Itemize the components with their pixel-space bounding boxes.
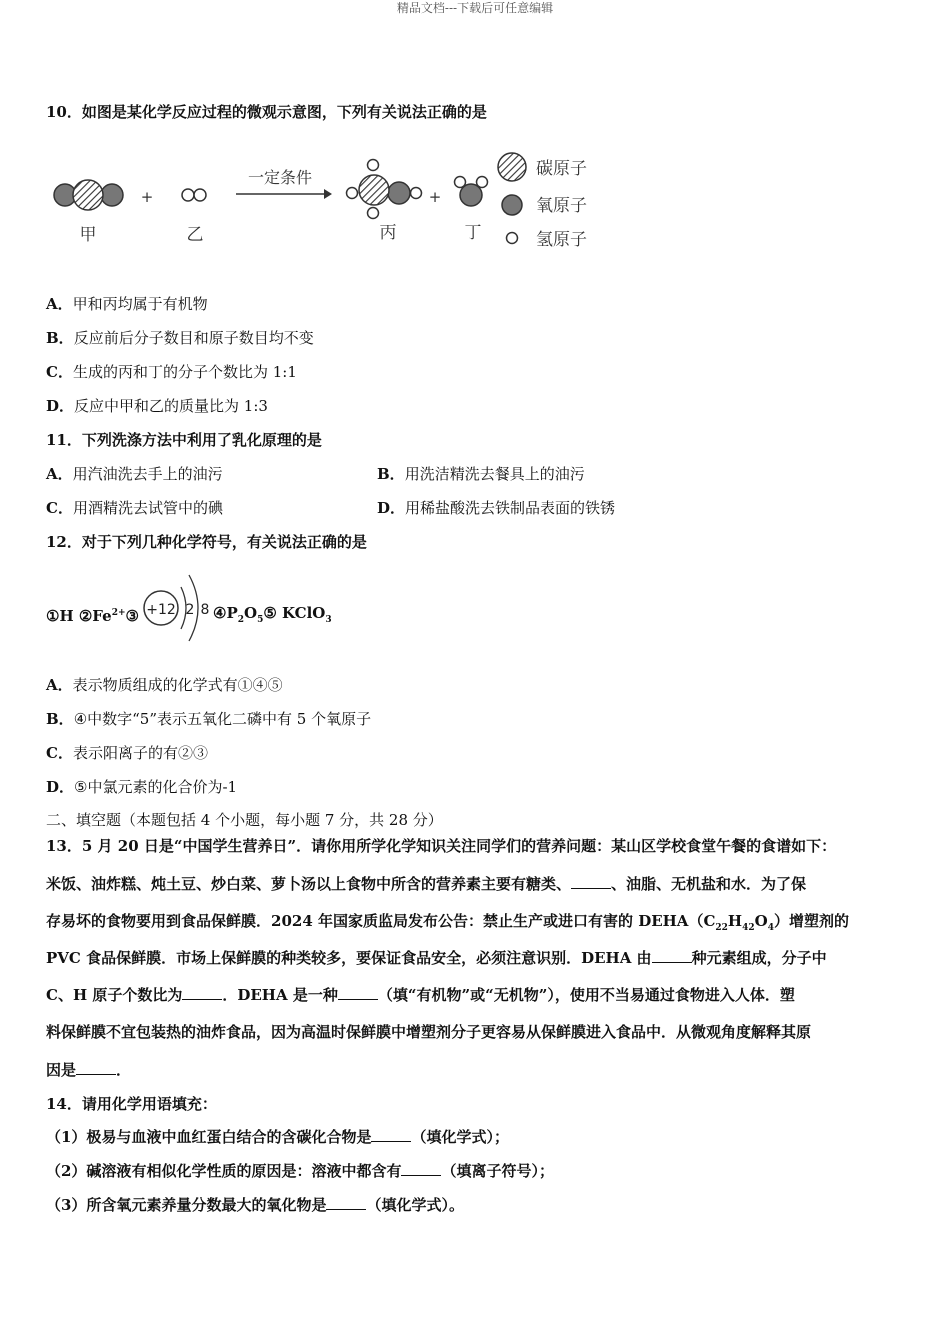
q14-blank-1[interactable] bbox=[371, 1127, 411, 1142]
electron-shell-2: 8 bbox=[200, 602, 210, 618]
q12-option-c: C．表示阳离子的有②③ bbox=[46, 744, 208, 762]
reaction-arrow bbox=[236, 189, 332, 199]
q12-option-b: B．④中数字“5”表示五氧化二磷中有 5 个氧原子 bbox=[46, 710, 372, 728]
label-d: 丁 bbox=[464, 223, 482, 243]
q13-line-2: 米饭、油炸糕、炖土豆、炒白菜、萝卜汤以上食物中所含的营养素主要有糖类、 、油脂、无机盐和水．为了保 bbox=[46, 875, 807, 893]
legend-oxygen-icon bbox=[502, 195, 522, 215]
q12-symbols-right: $④P_2O_5⑤$ KClO$_3$ bbox=[213, 604, 332, 625]
q11-option-a: A．用汽油洗去手上的油污 bbox=[46, 465, 223, 483]
q11-option-c: C．用酒精洗去试管中的碘 bbox=[46, 499, 223, 517]
q12-symbols-left: ①H $②Fe^{2+}③$ bbox=[46, 607, 139, 625]
q13-line-4: PVC 食品保鲜膜．市场上保鲜膜的种类较多，要保证食品安全，必须注意识别．DEHA 由 种元素组成，分子中 bbox=[46, 949, 827, 967]
q12-option-d: D．⑤中氯元素的化合价为-1 bbox=[46, 778, 238, 796]
molecule-b bbox=[182, 189, 206, 201]
q12-stem: 12．对于下列几种化学符号，有关说法正确的是 bbox=[46, 533, 367, 551]
reaction-condition: 一定条件 bbox=[247, 168, 313, 187]
q14-blank-3[interactable] bbox=[326, 1195, 366, 1210]
q14-item-3: （3）所含氧元素养量分数最大的氧化物是 （填化学式）。 bbox=[46, 1196, 464, 1214]
label-b: 乙 bbox=[186, 225, 204, 245]
q14-blank-2[interactable] bbox=[401, 1161, 441, 1176]
legend-hydrogen-label: 氢原子 bbox=[536, 230, 587, 250]
q10-stem: 10．如图是某化学反应过程的微观示意图，下列有关说法正确的是 bbox=[46, 103, 487, 121]
q10-option-c: C．生成的丙和丁的分子个数比为 1:1 bbox=[46, 363, 297, 381]
section-2-title: 二、填空题（本题包括 4 个小题，每小题 7 分，共 28 分） bbox=[46, 811, 443, 829]
molecule-c bbox=[347, 160, 422, 219]
q13-line-1: 13．5 月 20 日是“中国学生营养日”．请你用所学化学知识关注同学们的营养问题：某山区学校食堂午餐的食谱如下： bbox=[46, 837, 837, 855]
q13-blank-2[interactable] bbox=[652, 948, 692, 963]
q10-option-a: A．甲和丙均属于有机物 bbox=[46, 295, 208, 313]
q14-stem: 14．请用化学用语填充： bbox=[46, 1095, 217, 1113]
legend-oxygen-label: 氧原子 bbox=[536, 196, 587, 216]
page-header: 精品文档---下载后可任意编辑 bbox=[396, 1, 554, 15]
q13-line-5: C、H 原子个数比为 ．DEHA 是一种 （填“有机物”或“无机物”），使用不当易通过食物进入人体．塑 bbox=[46, 986, 795, 1004]
q13-line-3: 存易坏的食物要用到食品保鲜膜．2024 年国家质监局发布公告：禁止生产或进口有害的 $DEHA(C_{22}H_{42}O_4)$增塑剂的 bbox=[46, 912, 849, 933]
q13-blank-4[interactable] bbox=[338, 985, 378, 1000]
legend-carbon-label: 碳原子 bbox=[536, 159, 587, 179]
q10-option-d: D．反应中甲和乙的质量比为 1:3 bbox=[46, 397, 268, 415]
q14-item-2: （2）碱溶液有相似化学性质的原因是：溶液中都含有 （填离子符号）； bbox=[46, 1162, 554, 1180]
q11-stem: 11．下列洗涤方法中利用了乳化原理的是 bbox=[46, 431, 322, 449]
legend-carbon-icon bbox=[498, 153, 526, 181]
electron-shell-1: 2 bbox=[185, 602, 195, 618]
molecule-d bbox=[455, 177, 488, 207]
q13-blank-3[interactable] bbox=[182, 985, 222, 1000]
legend bbox=[498, 153, 587, 250]
q11-option-b: B．用洗洁精洗去餐具上的油污 bbox=[377, 465, 585, 483]
q13-line-7: 因是 ． bbox=[46, 1061, 132, 1079]
nucleus-charge: +12 bbox=[146, 602, 176, 618]
q12-option-a: A．表示物质组成的化学式有①④⑤ bbox=[46, 676, 283, 694]
plus-1: + bbox=[140, 188, 154, 206]
atom-structure-diagram bbox=[141, 565, 216, 653]
q13-blank-1[interactable] bbox=[571, 874, 611, 889]
label-a: 甲 bbox=[79, 225, 97, 245]
q13-line-6: 料保鲜膜不宜包装热的油炸食品，因为高温时保鲜膜中增塑剂分子更容易从保鲜膜进入食品中．从微观角度解释其原 bbox=[46, 1023, 812, 1041]
legend-hydrogen-icon bbox=[507, 233, 518, 244]
reaction-diagram bbox=[40, 145, 620, 255]
q10-option-b: B．反应前后分子数目和原子数目均不变 bbox=[46, 329, 314, 347]
label-c: 丙 bbox=[379, 223, 397, 243]
plus-2: + bbox=[428, 188, 442, 206]
q14-item-1: （1）极易与血液中血红蛋白结合的含碳化合物是 （填化学式）； bbox=[46, 1128, 509, 1146]
molecule-a bbox=[54, 180, 123, 210]
q11-option-d: D．用稀盐酸洗去铁制品表面的铁锈 bbox=[377, 499, 616, 517]
q13-blank-5[interactable] bbox=[76, 1060, 116, 1075]
